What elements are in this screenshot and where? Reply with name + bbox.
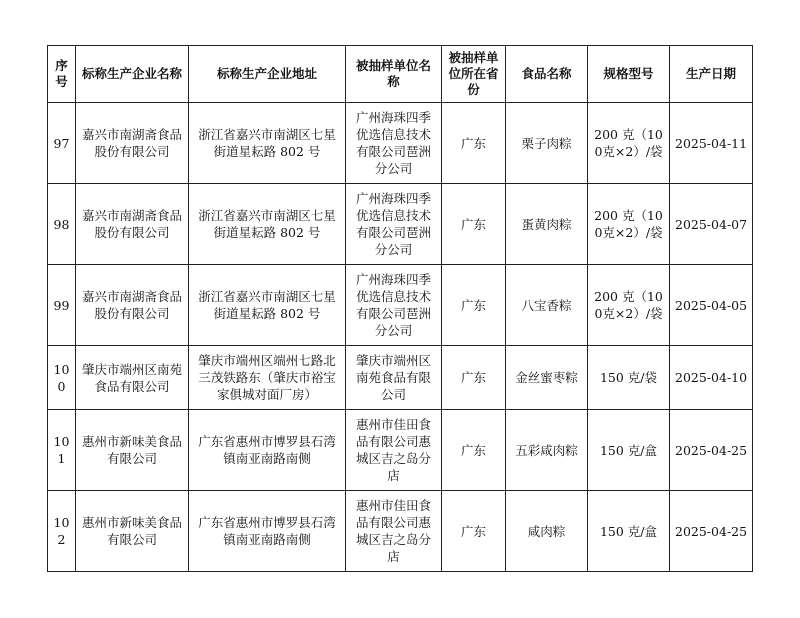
cell-manufacturer-address: 广东省惠州市博罗县石湾镇南亚南路南侧 bbox=[189, 491, 346, 572]
cell-province: 广东 bbox=[442, 410, 506, 491]
cell-province: 广东 bbox=[442, 103, 506, 184]
header-serial-no: 序号 bbox=[48, 46, 76, 103]
header-food-name: 食品名称 bbox=[506, 46, 588, 103]
table-row bbox=[48, 184, 753, 265]
cell-manufacturer-name: 肇庆市端州区南苑食品有限公司 bbox=[76, 346, 189, 410]
cell-production-date: 2025-04-05 bbox=[670, 265, 753, 346]
cell-manufacturer-name: 嘉兴市南湖斋食品股份有限公司 bbox=[76, 265, 189, 346]
cell-manufacturer-name: 嘉兴市南湖斋食品股份有限公司 bbox=[76, 184, 189, 265]
cell-manufacturer-name: 惠州市新味美食品有限公司 bbox=[76, 491, 189, 572]
cell-manufacturer-address: 广东省惠州市博罗县石湾镇南亚南路南侧 bbox=[189, 410, 346, 491]
cell-sampled-unit-name: 广州海珠四季优选信息技术有限公司琶洲分公司 bbox=[346, 184, 442, 265]
table-row bbox=[48, 265, 753, 346]
cell-manufacturer-address: 浙江省嘉兴市南湖区七星街道星耘路 802 号 bbox=[189, 265, 346, 346]
table-row bbox=[48, 491, 753, 572]
cell-specification: 200 克（100克×2）/袋 bbox=[588, 265, 670, 346]
table-row bbox=[48, 410, 753, 491]
header-specification: 规格型号 bbox=[588, 46, 670, 103]
cell-production-date: 2025-04-25 bbox=[670, 491, 753, 572]
cell-specification: 150 克/盒 bbox=[588, 491, 670, 572]
cell-serial-no: 100 bbox=[48, 346, 76, 410]
cell-production-date: 2025-04-10 bbox=[670, 346, 753, 410]
cell-food-name: 金丝蜜枣粽 bbox=[506, 346, 588, 410]
cell-specification: 150 克/袋 bbox=[588, 346, 670, 410]
header-production-date: 生产日期 bbox=[670, 46, 753, 103]
cell-province: 广东 bbox=[442, 265, 506, 346]
cell-manufacturer-name: 惠州市新味美食品有限公司 bbox=[76, 410, 189, 491]
cell-manufacturer-address: 肇庆市端州区端州七路北三茂铁路东（肇庆市裕宝家俱城对面厂房） bbox=[189, 346, 346, 410]
header-sampled-unit-name: 被抽样单位名称 bbox=[346, 46, 442, 103]
cell-sampled-unit-name: 广州海珠四季优选信息技术有限公司琶洲分公司 bbox=[346, 265, 442, 346]
cell-serial-no: 99 bbox=[48, 265, 76, 346]
cell-sampled-unit-name: 肇庆市端州区南苑食品有限公司 bbox=[346, 346, 442, 410]
cell-province: 广东 bbox=[442, 184, 506, 265]
cell-production-date: 2025-04-25 bbox=[670, 410, 753, 491]
cell-specification: 200 克（100克×2）/袋 bbox=[588, 184, 670, 265]
cell-sampled-unit-name: 广州海珠四季优选信息技术有限公司琶洲分公司 bbox=[346, 103, 442, 184]
header-sampled-unit-province: 被抽样单位所在省份 bbox=[442, 46, 506, 103]
cell-manufacturer-address: 浙江省嘉兴市南湖区七星街道星耘路 802 号 bbox=[189, 103, 346, 184]
cell-food-name: 五彩咸肉粽 bbox=[506, 410, 588, 491]
cell-serial-no: 101 bbox=[48, 410, 76, 491]
table-header-row bbox=[48, 46, 753, 103]
header-manufacturer-name: 标称生产企业名称 bbox=[76, 46, 189, 103]
cell-manufacturer-name: 嘉兴市南湖斋食品股份有限公司 bbox=[76, 103, 189, 184]
cell-sampled-unit-name: 惠州市佳田食品有限公司惠城区吉之岛分店 bbox=[346, 491, 442, 572]
header-manufacturer-address: 标称生产企业地址 bbox=[189, 46, 346, 103]
cell-food-name: 咸肉粽 bbox=[506, 491, 588, 572]
cell-province: 广东 bbox=[442, 491, 506, 572]
cell-serial-no: 102 bbox=[48, 491, 76, 572]
cell-production-date: 2025-04-07 bbox=[670, 184, 753, 265]
cell-sampled-unit-name: 惠州市佳田食品有限公司惠城区吉之岛分店 bbox=[346, 410, 442, 491]
table-row bbox=[48, 103, 753, 184]
cell-specification: 200 克（100克×2）/袋 bbox=[588, 103, 670, 184]
cell-production-date: 2025-04-11 bbox=[670, 103, 753, 184]
cell-province: 广东 bbox=[442, 346, 506, 410]
cell-manufacturer-address: 浙江省嘉兴市南湖区七星街道星耘路 802 号 bbox=[189, 184, 346, 265]
cell-food-name: 八宝香粽 bbox=[506, 265, 588, 346]
cell-food-name: 蛋黄肉粽 bbox=[506, 184, 588, 265]
table-row bbox=[48, 346, 753, 410]
cell-serial-no: 97 bbox=[48, 103, 76, 184]
sampling-results-table bbox=[47, 45, 753, 572]
cell-serial-no: 98 bbox=[48, 184, 76, 265]
cell-food-name: 栗子肉粽 bbox=[506, 103, 588, 184]
cell-specification: 150 克/盒 bbox=[588, 410, 670, 491]
